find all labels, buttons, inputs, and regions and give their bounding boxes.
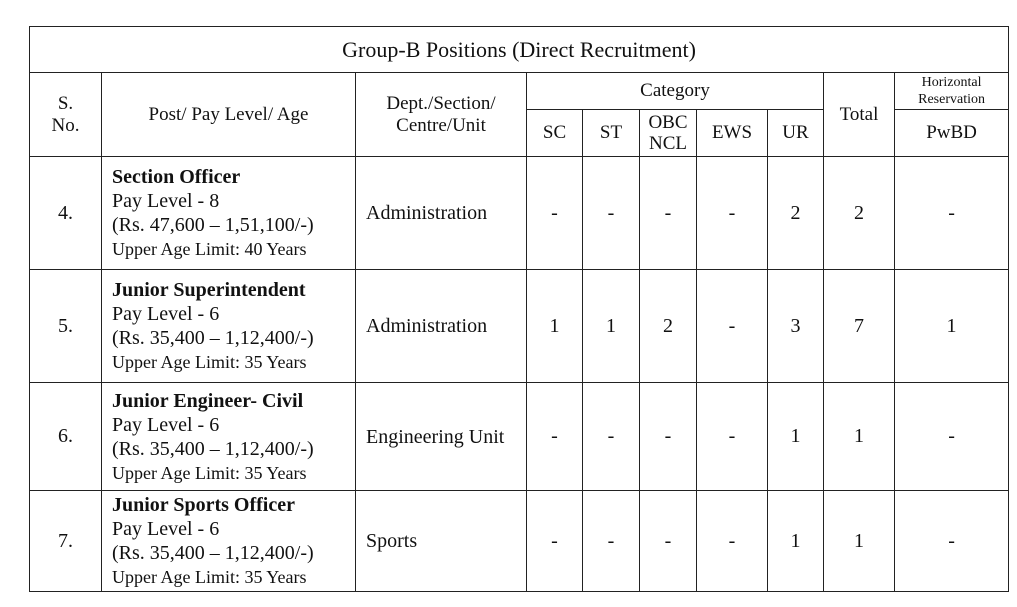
- pay-level: Pay Level - 6: [112, 303, 220, 325]
- header-ur: UR: [768, 110, 824, 157]
- header-sno: S. No.: [30, 73, 102, 157]
- row-obc: -: [640, 491, 697, 592]
- row-sno: 5.: [30, 270, 102, 383]
- row-post-cell: [102, 491, 356, 592]
- age-limit: Upper Age Limit: 40 Years: [112, 239, 307, 259]
- table-row: [30, 491, 1009, 592]
- row-pwbd: 1: [895, 270, 1009, 383]
- post-name: Junior Superintendent: [112, 279, 306, 301]
- pay-range: (Rs. 35,400 – 1,12,400/-): [112, 437, 314, 460]
- row-obc: 2: [640, 270, 697, 383]
- row-post-cell: [102, 157, 356, 270]
- pay-range: (Rs. 47,600 – 1,51,100/-): [112, 214, 314, 236]
- row-obc: -: [640, 157, 697, 270]
- row-st: -: [583, 157, 640, 270]
- row-ur: 3: [768, 270, 824, 383]
- age-limit: Upper Age Limit: 35 Years: [112, 567, 307, 587]
- row-sc: -: [527, 157, 583, 270]
- row-dept: Administration: [356, 157, 527, 270]
- row-sno: 7.: [30, 491, 102, 592]
- row-sno: 6.: [30, 383, 102, 491]
- row-sc: -: [527, 383, 583, 491]
- pay-level: Pay Level - 6: [112, 413, 220, 436]
- row-ews: -: [697, 157, 768, 270]
- row-st: -: [583, 383, 640, 491]
- header-pwbd: PwBD: [895, 110, 1009, 157]
- row-ews: -: [697, 383, 768, 491]
- row-dept: Sports: [356, 491, 527, 592]
- header-category: Category: [527, 73, 824, 110]
- header-post: Post/ Pay Level/ Age: [102, 73, 356, 157]
- header-sc: SC: [527, 110, 583, 157]
- row-pwbd: -: [895, 157, 1009, 270]
- row-ur: 2: [768, 157, 824, 270]
- pay-level: Pay Level - 8: [112, 190, 220, 212]
- pay-range: (Rs. 35,400 – 1,12,400/-): [112, 327, 314, 349]
- row-obc: -: [640, 383, 697, 491]
- row-ews: -: [697, 270, 768, 383]
- header-horizontal-reservation: Horizontal Reservation: [895, 73, 1009, 110]
- header-dept: Dept./Section/ Centre/Unit: [356, 73, 527, 157]
- table-row: [30, 157, 1009, 270]
- row-dept: Administration: [356, 270, 527, 383]
- table-title: Group-B Positions (Direct Recruitment): [30, 27, 1009, 73]
- age-limit: Upper Age Limit: 35 Years: [112, 352, 307, 372]
- row-total: 1: [824, 491, 895, 592]
- row-ur: 1: [768, 383, 824, 491]
- row-sc: 1: [527, 270, 583, 383]
- pay-level: Pay Level - 6: [112, 518, 220, 540]
- row-pwbd: -: [895, 383, 1009, 491]
- header-ews: EWS: [697, 110, 768, 157]
- row-st: -: [583, 491, 640, 592]
- post-name: Section Officer: [112, 166, 241, 188]
- row-ews: -: [697, 491, 768, 592]
- header-obc: OBC NCL: [640, 110, 697, 157]
- row-total: 2: [824, 157, 895, 270]
- row-sno: 4.: [30, 157, 102, 270]
- table-row: [30, 270, 1009, 383]
- row-total: 1: [824, 383, 895, 491]
- post-name: Junior Engineer- Civil: [112, 389, 304, 412]
- age-limit: Upper Age Limit: 35 Years: [112, 462, 307, 483]
- row-sc: -: [527, 491, 583, 592]
- header-total: Total: [824, 73, 895, 157]
- row-dept: Engineering Unit: [356, 383, 527, 491]
- row-pwbd: -: [895, 491, 1009, 592]
- row-post-cell: [102, 383, 356, 491]
- positions-table: [29, 26, 1009, 592]
- post-name: Junior Sports Officer: [112, 494, 295, 516]
- row-post-cell: [102, 270, 356, 383]
- header-st: ST: [583, 110, 640, 157]
- row-total: 7: [824, 270, 895, 383]
- table-row: [30, 383, 1009, 491]
- pay-range: (Rs. 35,400 – 1,12,400/-): [112, 542, 314, 564]
- row-ur: 1: [768, 491, 824, 592]
- row-st: 1: [583, 270, 640, 383]
